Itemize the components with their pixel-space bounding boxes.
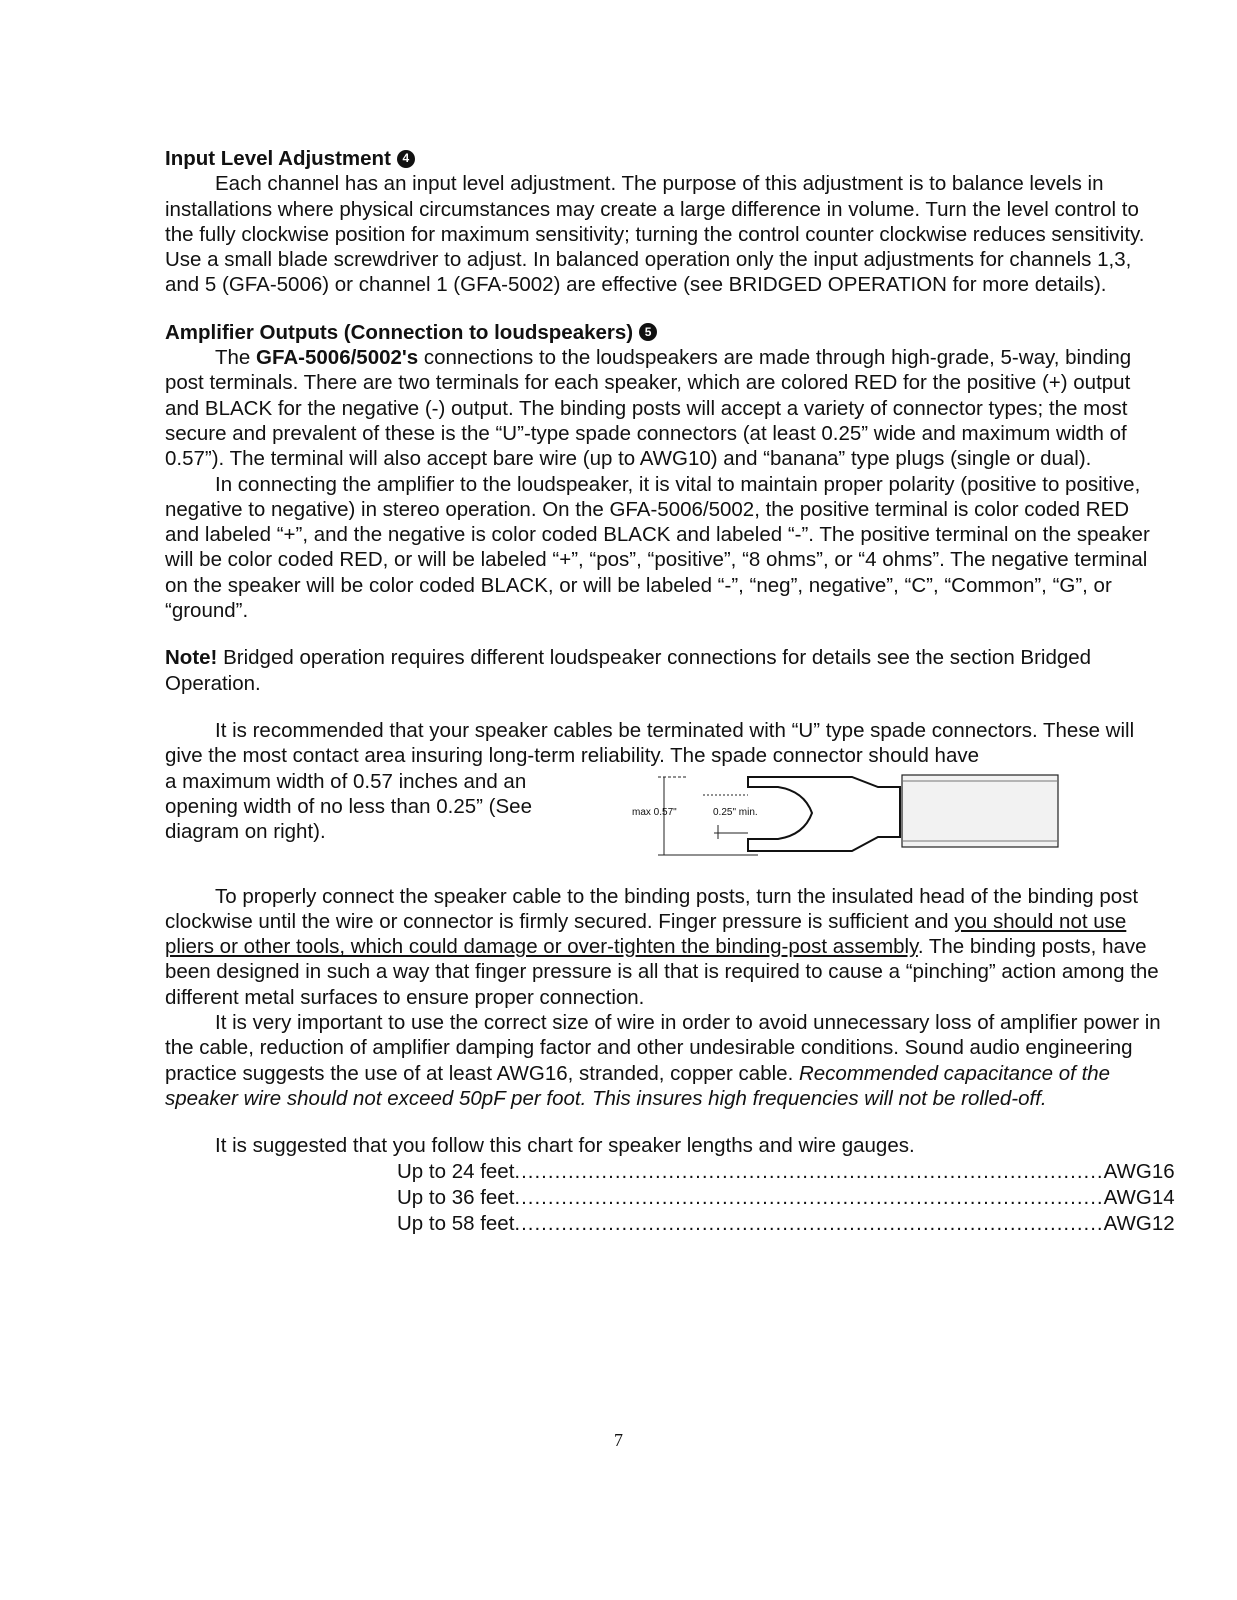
text-run: To properly connect the speaker cable to the binding posts, turn the insulated head of the binding post clockwise until the wire or connector is firmly secured. Finger pressure is sufficient and: [165, 884, 1139, 933]
callout-number-badge: 5: [639, 323, 657, 341]
chart-row: [397, 1211, 1175, 1237]
section-heading-amplifier-outputs: [165, 320, 1165, 345]
dot-leader: ........................................................................................: [514, 1211, 1104, 1235]
heading-text: Input Level Adjustment: [165, 147, 391, 170]
paragraph-spade-dimensions: a maximum width of 0.57 inches and an opening width of no less than 0.25” (See diagram on right).: [165, 769, 532, 844]
paragraph-spade-recommendation: It is recommended that your speaker cables be terminated with “U” type spade connectors. These will give the most contact area insuring long-term reliability. The spade connector should have: [165, 718, 1135, 768]
speaker-length: Up to 36 feet: [397, 1185, 515, 1209]
spade-connector-block: [165, 769, 1165, 864]
callout-number-badge: 4: [397, 150, 415, 168]
text-run: It is very important to use the correct size of wire in order to avoid unnecessary loss of amplifier power in the cable, reduction of amplifier damping factor and other undesirable conditions. Sound audio engineering practice suggests the use of at least AWG16, stranded, copper cable.: [165, 1011, 1161, 1085]
note-paragraph: [165, 645, 1165, 696]
page-number: 7: [614, 1430, 623, 1450]
paragraph-polarity: In connecting the amplifier to the loudspeaker, it is vital to maintain proper polarity (positive to positive, negative to negative) in stereo operation. On the GFA-5006/5002, the positive terminal is color coded RED and labeled “+”, and the negative is color coded BLACK and labeled “-”. The positive terminal on the speaker will be color coded RED, or will be labeled “+”, “pos”, “positive”, “8 ohms”, or “4 ohms”. The negative terminal on the speaker will be color coded BLACK, or will be labeled “-”, “neg”, negative”, “C”, “Common”, “G”, or “ground”.: [165, 472, 1150, 623]
wire-gauge: AWG12: [1103, 1211, 1175, 1235]
paragraph-binding-post-tightening: [165, 884, 1165, 1010]
insulated-sleeve: [902, 775, 1058, 847]
chart-row: [397, 1159, 1175, 1185]
section-heading-input-level: [165, 146, 1165, 171]
paragraph-input-level: Each channel has an input level adjustment. The purpose of this adjustment is to balance levels in installations where physical circumstances may create a large difference in volume. Turn the level control to the fully clockwise position for maximum sensitivity; turning the control counter clockwise reduces sensitivity. Use a small blade screwdriver to adjust. In balanced operation only the input adjustments for channels 1,3, and 5 (GFA-5006) or channel 1 (GFA-5002) are effective (see BRIDGED OPERATION for more details).: [165, 172, 1145, 297]
wire-gauge-chart: [397, 1159, 1175, 1237]
note-label: Note!: [165, 646, 218, 670]
text-run: . The binding posts, have been designed in such a way that finger pressure is all that is required to cause a “pinching” action among the different metal surfaces to ensure proper connection.: [165, 935, 1159, 1009]
text-run: connections to the loudspeakers are made through high-grade, 5-way, binding post terminals. There are two terminals for each speaker, which are colored RED for the positive (+) output and BLACK for the negative (-) output. The binding posts will accept a variety of connector types; the most secure and prevalent of these is the “U”-type spade connectors (at least 0.25” wide and maximum width of 0.57”). The terminal will also accept bare wire (up to AWG10) and “banana” type plugs (single or dual).: [165, 346, 1132, 471]
max-width-label: max 0.57": [632, 806, 677, 818]
note-text: Bridged operation requires different loudspeaker connections for details see the section Bridged Operation.: [165, 646, 1092, 695]
model-name: GFA-5006/5002's: [256, 346, 419, 370]
chart-row: [397, 1185, 1175, 1211]
min-opening-label: 0.25" min.: [713, 806, 758, 818]
paragraph-wire-size: [165, 1010, 1165, 1111]
speaker-length: Up to 58 feet: [397, 1211, 515, 1235]
text-run: The: [215, 346, 257, 370]
wire-gauge: AWG16: [1103, 1159, 1175, 1183]
manual-page: [165, 146, 1175, 1237]
heading-text: Amplifier Outputs (Connection to loudspeakers): [165, 320, 634, 344]
wire-gauge: AWG14: [1103, 1185, 1175, 1209]
speaker-length: Up to 24 feet: [397, 1159, 515, 1183]
spade-connector-diagram: [628, 771, 1068, 861]
paragraph-chart-intro: It is suggested that you follow this chart for speaker lengths and wire gauges.: [215, 1134, 915, 1158]
paragraph-binding-posts: [165, 345, 1165, 471]
dot-leader: ........................................................................................: [514, 1159, 1104, 1183]
spade-connector-outline: [748, 777, 900, 851]
underlined-warning: you should not use pliers or other tools, which could damage or over-tighten the binding-post assembly: [165, 909, 1127, 959]
italic-capacitance-note: Recommended capacitance of the speaker wire should not exceed 50pF per foot. This insures high frequencies will not be rolled-off.: [165, 1061, 1111, 1110]
dot-leader: ........................................................................................: [514, 1185, 1104, 1209]
